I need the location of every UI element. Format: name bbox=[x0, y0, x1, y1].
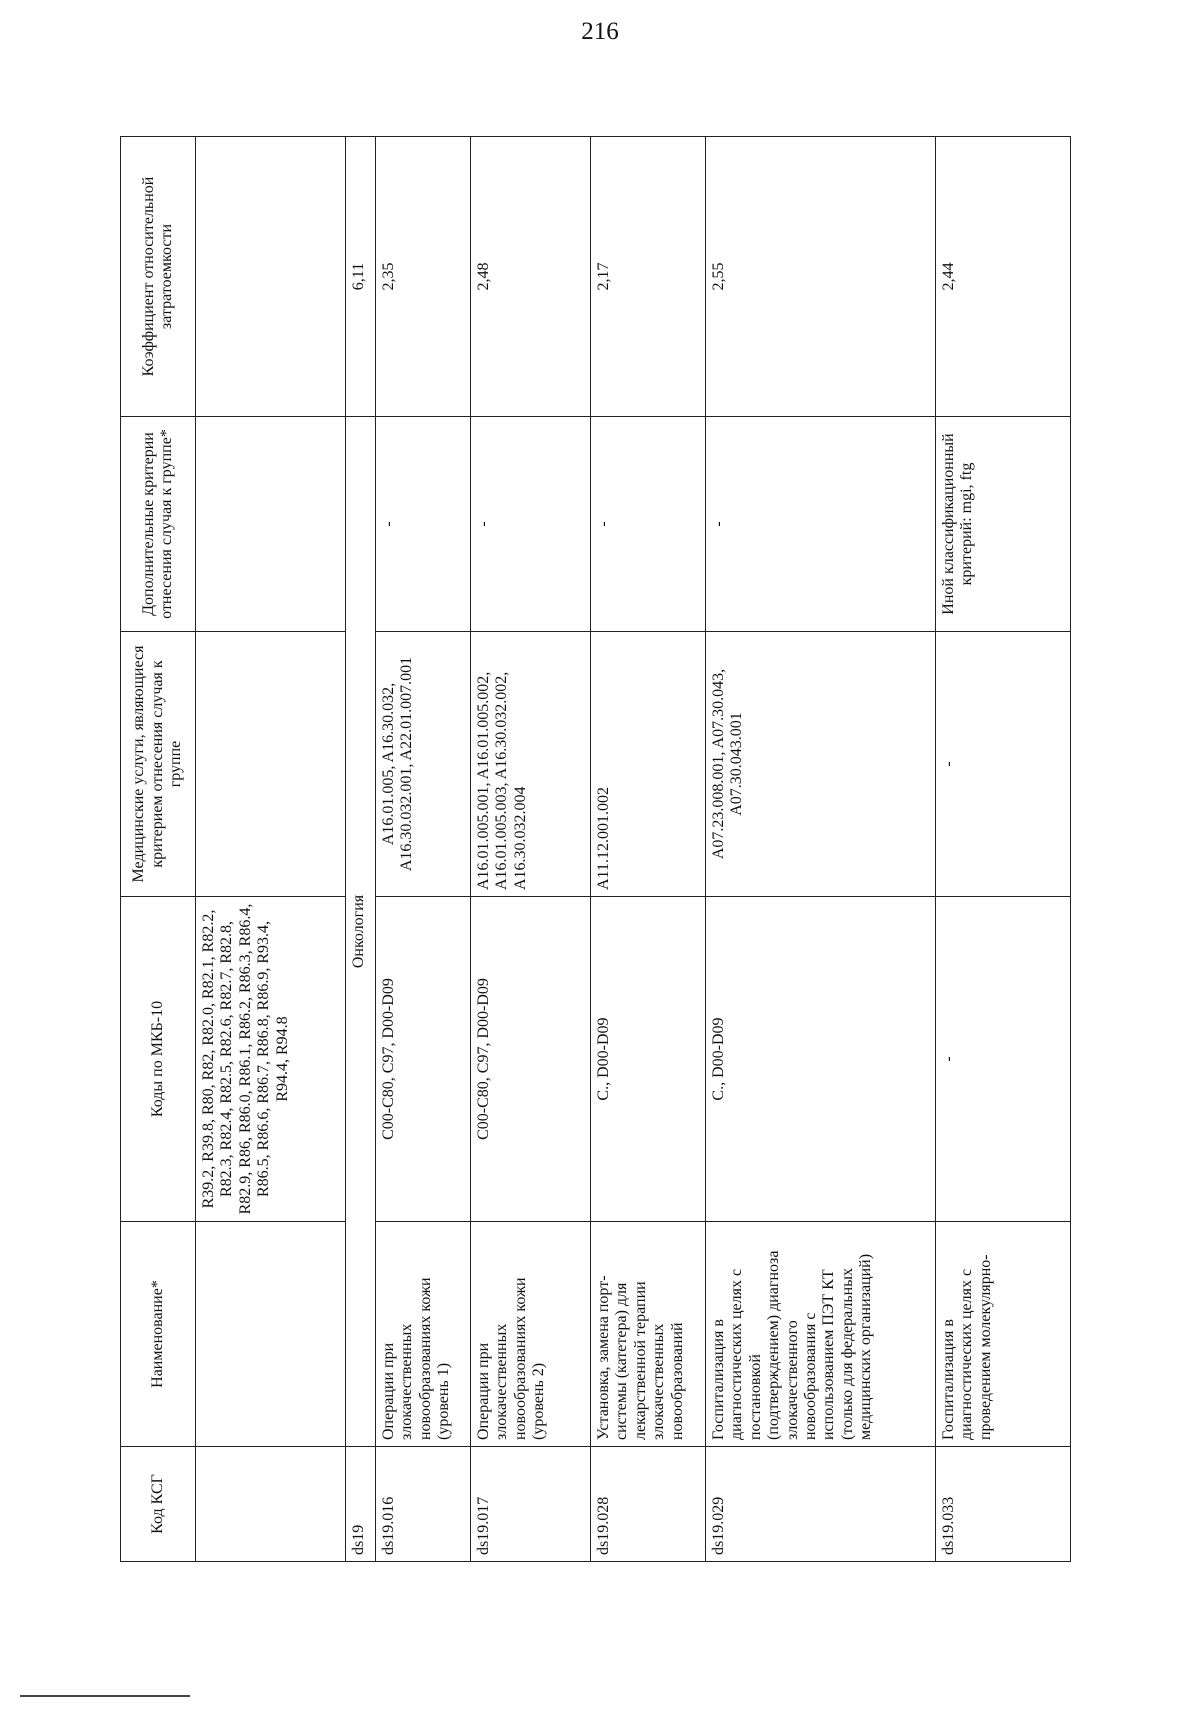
cell-criteria: - bbox=[471, 417, 591, 632]
cell-name: Операции при злокачественных новообразованиях кожи (уровень 2) bbox=[471, 1222, 591, 1447]
table-row bbox=[591, 137, 706, 1562]
cell-coef: 2,55 bbox=[706, 137, 936, 417]
cell-services: - bbox=[936, 632, 1071, 897]
table-row bbox=[936, 137, 1071, 1562]
cell-mkb: R39.2, R39.8, R80, R82, R82.0, R82.1, R82.2, R82.3, R82.4, R82.5, R82.6, R82.7, R82.8, R82.9, R86, R86.0, R86.1, R86.2, R86.3, R86.4, R86.5, R86.6, R86.7, R86.8, R86.9, R93.4, R94.4, R94.8 bbox=[196, 897, 346, 1222]
cell-mkb: - bbox=[936, 897, 1071, 1222]
cell-code: ds19.033 bbox=[936, 1447, 1071, 1562]
cell-coef: 2,35 bbox=[376, 137, 471, 417]
cell-services bbox=[196, 632, 346, 897]
cell-mkb: C., D00-D09 bbox=[706, 897, 936, 1222]
footnote-separator bbox=[20, 1695, 190, 1697]
header-mkb: Коды по МКБ-10 bbox=[121, 897, 196, 1222]
page-number: 216 bbox=[581, 18, 619, 45]
cell-code: ds19.029 bbox=[706, 1447, 936, 1562]
section-coef: 6,11 bbox=[346, 137, 376, 417]
cell-mkb: C00-C80, C97, D00-D09 bbox=[376, 897, 471, 1222]
table-row bbox=[196, 137, 346, 1562]
table-row bbox=[471, 137, 591, 1562]
cell-services: A16.01.005, A16.30.032, A16.30.032.001, A22.01.007.001 bbox=[376, 632, 471, 897]
header-coef: Коэффициент относительной затратоемкости bbox=[121, 137, 196, 417]
cell-name: Госпитализация в диагностических целях с постановкой (подтверждением) диагноза злокачественного новообразования с использованием ПЭТ КТ (только для федеральных медицинских организаций) bbox=[706, 1222, 936, 1447]
table-row bbox=[706, 137, 936, 1562]
ksg-table bbox=[120, 136, 1071, 1562]
cell-code: ds19.016 bbox=[376, 1447, 471, 1562]
table-row bbox=[376, 137, 471, 1562]
cell-criteria: - bbox=[706, 417, 936, 632]
cell-coef: 2,48 bbox=[471, 137, 591, 417]
cell-name bbox=[196, 1222, 346, 1447]
cell-name: Госпитализация в диагностических целях с проведением молекулярно- bbox=[936, 1222, 1071, 1447]
cell-criteria bbox=[196, 417, 346, 632]
cell-code bbox=[196, 1447, 346, 1562]
cell-coef bbox=[196, 137, 346, 417]
cell-coef: 2,17 bbox=[591, 137, 706, 417]
cell-criteria: - bbox=[591, 417, 706, 632]
table-header-row bbox=[121, 137, 196, 1562]
cell-code: ds19.017 bbox=[471, 1447, 591, 1562]
cell-name: Операции при злокачественных новообразованиях кожи (уровень 1) bbox=[376, 1222, 471, 1447]
header-code: Код КСГ bbox=[121, 1447, 196, 1562]
rotated-table-container bbox=[120, 137, 1070, 1562]
section-title: Онкология bbox=[346, 417, 376, 1447]
cell-criteria: - bbox=[376, 417, 471, 632]
header-criteria: Дополнительные критерии отнесения случая к группе* bbox=[121, 417, 196, 632]
section-row bbox=[346, 137, 376, 1562]
cell-coef: 2,44 bbox=[936, 137, 1071, 417]
header-services: Медицинские услуги, являющиеся критерием отнесения случая к группе bbox=[121, 632, 196, 897]
section-code: ds19 bbox=[346, 1447, 376, 1562]
cell-mkb: C00-C80, C97, D00-D09 bbox=[471, 897, 591, 1222]
cell-services: A11.12.001.002 bbox=[591, 632, 706, 897]
header-name: Наименование* bbox=[121, 1222, 196, 1447]
cell-criteria: Иной классификационный критерий: mgi, ftg bbox=[936, 417, 1071, 632]
cell-name: Установка, замена порт-системы (катетера) для лекарственной терапии злокачественных новообразований bbox=[591, 1222, 706, 1447]
cell-code: ds19.028 bbox=[591, 1447, 706, 1562]
cell-services: A07.23.008.001, A07.30.043, A07.30.043.001 bbox=[706, 632, 936, 897]
cell-services: A16.01.005.001, A16.01.005.002, A16.01.005.003, A16.30.032.002, A16.30.032.004 bbox=[471, 632, 591, 897]
cell-mkb: C., D00-D09 bbox=[591, 897, 706, 1222]
